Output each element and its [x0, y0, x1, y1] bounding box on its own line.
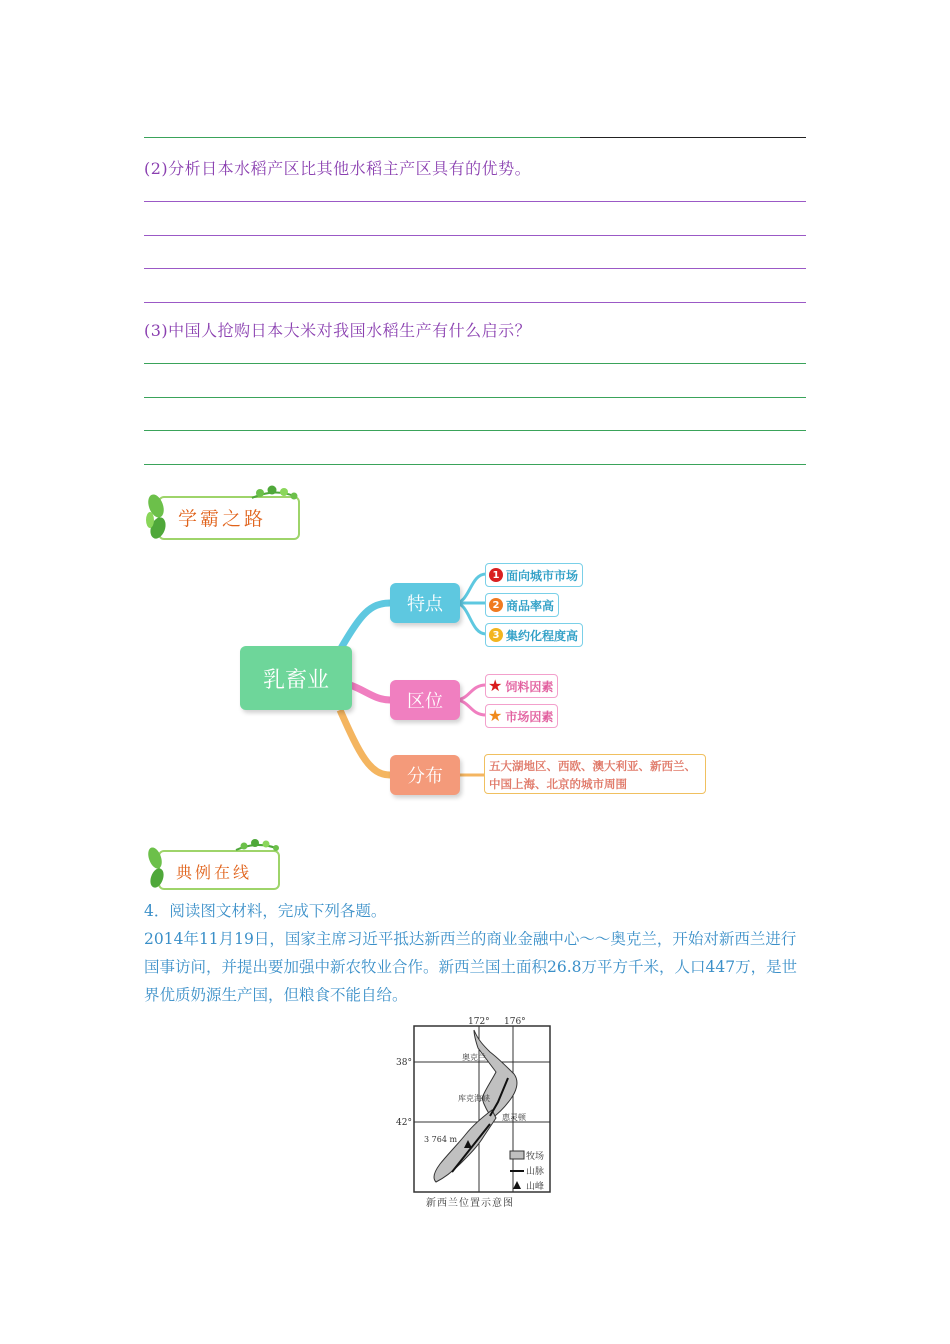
mindmap-branch-location: 区位 — [390, 680, 460, 720]
svg-text:新西兰位置示意图: 新西兰位置示意图 — [426, 1198, 514, 1209]
answer-line — [580, 137, 806, 138]
location-item — [485, 674, 558, 698]
distribution-line-1: 五大湖地区、西欧、澳大利亚、新西兰、 — [489, 759, 696, 773]
answer-line — [144, 201, 806, 202]
location-text: 饲料因素 — [505, 679, 554, 694]
svg-text:山峰: 山峰 — [526, 1182, 545, 1192]
svg-text:38°: 38° — [396, 1058, 412, 1068]
feature-item — [485, 593, 559, 617]
svg-text:奥克兰: 奥克兰 — [462, 1053, 486, 1062]
number-2-icon: 2 — [489, 598, 503, 612]
number-3-icon: 3 — [489, 628, 503, 642]
feature-item — [485, 623, 583, 647]
answer-line — [144, 430, 806, 431]
star-icon: ★ — [488, 676, 503, 695]
study-path-label: 学霸之路 — [178, 508, 267, 530]
svg-text:42°: 42° — [396, 1118, 412, 1128]
example-online-badge — [144, 838, 284, 892]
answer-line — [144, 464, 806, 465]
mindmap-root: 乳畜业 — [240, 646, 352, 710]
distribution-box — [484, 754, 706, 794]
answer-line — [144, 302, 806, 303]
star-icon: ★ — [488, 706, 503, 725]
svg-text:山脉: 山脉 — [526, 1167, 545, 1177]
svg-text:牧场: 牧场 — [526, 1152, 545, 1162]
number-1-icon: 1 — [489, 568, 503, 582]
pasture-legend-icon — [510, 1151, 524, 1159]
mindmap-branch-features: 特点 — [390, 583, 460, 623]
answer-line — [144, 363, 806, 364]
question-2: (2)分析日本水稻产区比其他水稻主产区具有的优势。 — [144, 159, 532, 178]
question-3: (3)中国人抢购日本大米对我国水稻生产有什么启示？ — [144, 321, 532, 340]
answer-line — [144, 137, 580, 138]
study-path-badge — [144, 484, 304, 544]
svg-text:3 764 m: 3 764 m — [424, 1135, 458, 1144]
svg-text:172°: 172° — [468, 1017, 490, 1027]
svg-text:库克海峡: 库克海峡 — [458, 1094, 490, 1103]
problem-body: 2014年11月19日，国家主席习近平抵达新西兰的商业金融中心～～奥克兰，开始对新西兰进行国事访问，并提出要加强中新农牧业合作。新西兰国土面积26.8万平方千米，人口447万，是世界优质奶源生产国，但粮食不能自给。 — [144, 930, 798, 1004]
feature-text: 商品率高 — [506, 598, 555, 613]
feature-text: 面向城市市场 — [506, 568, 579, 583]
example-online-label: 典例在线 — [176, 863, 253, 882]
problem-intro: 4．阅读图文材料，完成下列各题。 — [144, 902, 387, 920]
mindmap-branch-distribution: 分布 — [390, 755, 460, 795]
feature-item — [485, 563, 583, 587]
svg-text:惠灵顿: 惠灵顿 — [502, 1113, 526, 1122]
answer-line — [144, 397, 806, 398]
new-zealand-map — [392, 1012, 558, 1212]
svg-text:176°: 176° — [504, 1017, 526, 1027]
location-item — [485, 704, 558, 728]
answer-line — [144, 268, 806, 269]
distribution-line-2: 中国上海、北京的城市周围 — [489, 777, 627, 791]
location-text: 市场因素 — [505, 709, 554, 724]
feature-text: 集约化程度高 — [506, 628, 579, 643]
answer-line — [144, 235, 806, 236]
